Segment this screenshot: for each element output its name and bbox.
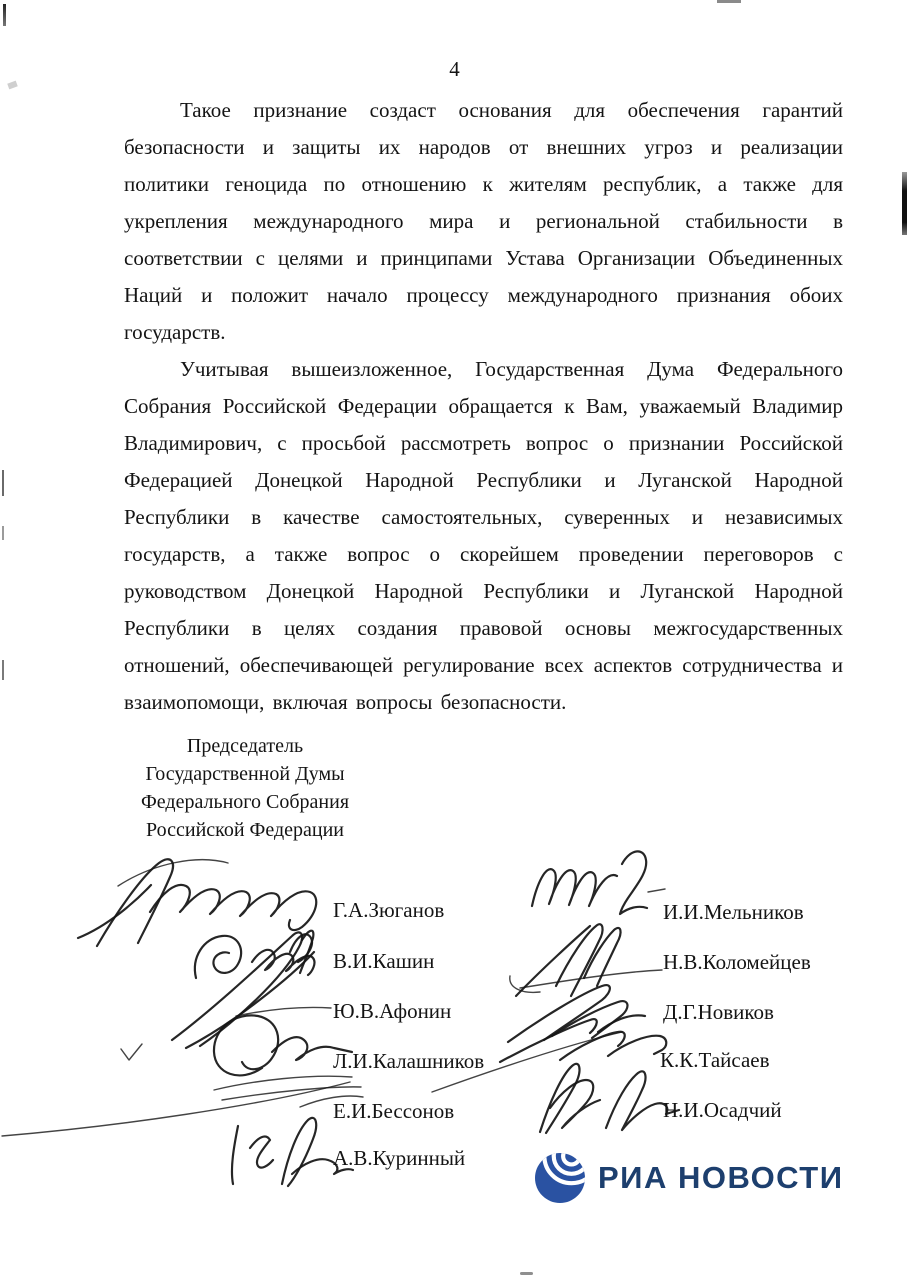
signer-title-line: Председатель (186, 735, 304, 757)
signatory-name: Г.А.Зюганов (333, 898, 445, 922)
signer-title-line: Российской Федерации (145, 819, 345, 841)
scan-artifact-top-left (3, 4, 6, 26)
signer-title-line: Федерального Собрания (140, 791, 350, 813)
signature-osadchiy-ink (540, 1064, 679, 1133)
signatory-name: Н.В.Коломейцев (663, 950, 811, 974)
signature-afonin-ink (172, 932, 331, 1048)
signatory-name: Ю.В.Афонин (333, 999, 452, 1023)
signatory-name: К.К.Тайсаев (660, 1048, 770, 1072)
scan-artifact-left-dash (2, 660, 4, 680)
signature-kolomeytsev-ink (510, 924, 662, 996)
scan-artifact-top-bar (717, 0, 741, 3)
signatory-name: Л.И.Калашников (333, 1049, 485, 1073)
ria-novosti-brand-text: РИА НОВОСТИ (598, 1160, 844, 1195)
scan-artifact-right-bar (902, 172, 907, 235)
checkmark-artifact (121, 1044, 142, 1060)
signer-title-block (137, 732, 353, 844)
signatory-name: Д.Г.Новиков (663, 1000, 774, 1024)
paragraph-2: Учитывая вышеизложенное, Государственная Дума Федерального Собрания Российской Федерации обращается к Вам, уважаемый Владимир Владимирович, с просьбой рассмотреть вопрос о признании Российской Федерацией Донецкой Народной Республики и Луганской Народной Республики в качестве самостоятельных, суверенных и независимых государств, а также вопрос о скорейшем проведении переговоров с руководством Донецкой Народной Республики и Луганской Народной Республики в целях создания правовой основы межгосударственных отношений, обеспечивающей регулирование всех аспектов сотрудничества и взаимопомощи, включая вопросы безопасности. (124, 357, 843, 714)
ria-globe-icon (535, 1153, 585, 1203)
signature-melnikov-ink (532, 851, 665, 914)
scan-artifact-left-dash (2, 470, 4, 496)
signatory-name: А.В.Куринный (333, 1146, 466, 1170)
paragraph-1: Такое признание создаст основания для обеспечения гарантий безопасности и защиты их народов от внешних угроз и реализации политики геноцида по отношению к жителям республик, а также для укрепления международного мира и региональной стабильности в соответствии с целями и принципами Устава Организации Объединенных Наций и положит начало процессу международного признания обоих государств. (124, 98, 843, 344)
signature-zyuganov-ink (78, 859, 316, 946)
signatory-name: В.И.Кашин (333, 949, 435, 973)
scan-artifact-speck (7, 81, 18, 90)
signatory-name: И.И.Мельников (663, 900, 804, 924)
ria-novosti-watermark (535, 1153, 844, 1203)
page-number: 4 (449, 57, 461, 81)
scan-artifact-left-dash (2, 526, 4, 540)
letter-body (124, 92, 843, 721)
scan-artifact-bottom-dash (520, 1272, 533, 1275)
signatory-name: Н.И.Осадчий (663, 1098, 782, 1122)
signer-title-line: Государственной Думы (145, 763, 345, 785)
signatory-name: Е.И.Бессонов (333, 1099, 455, 1123)
